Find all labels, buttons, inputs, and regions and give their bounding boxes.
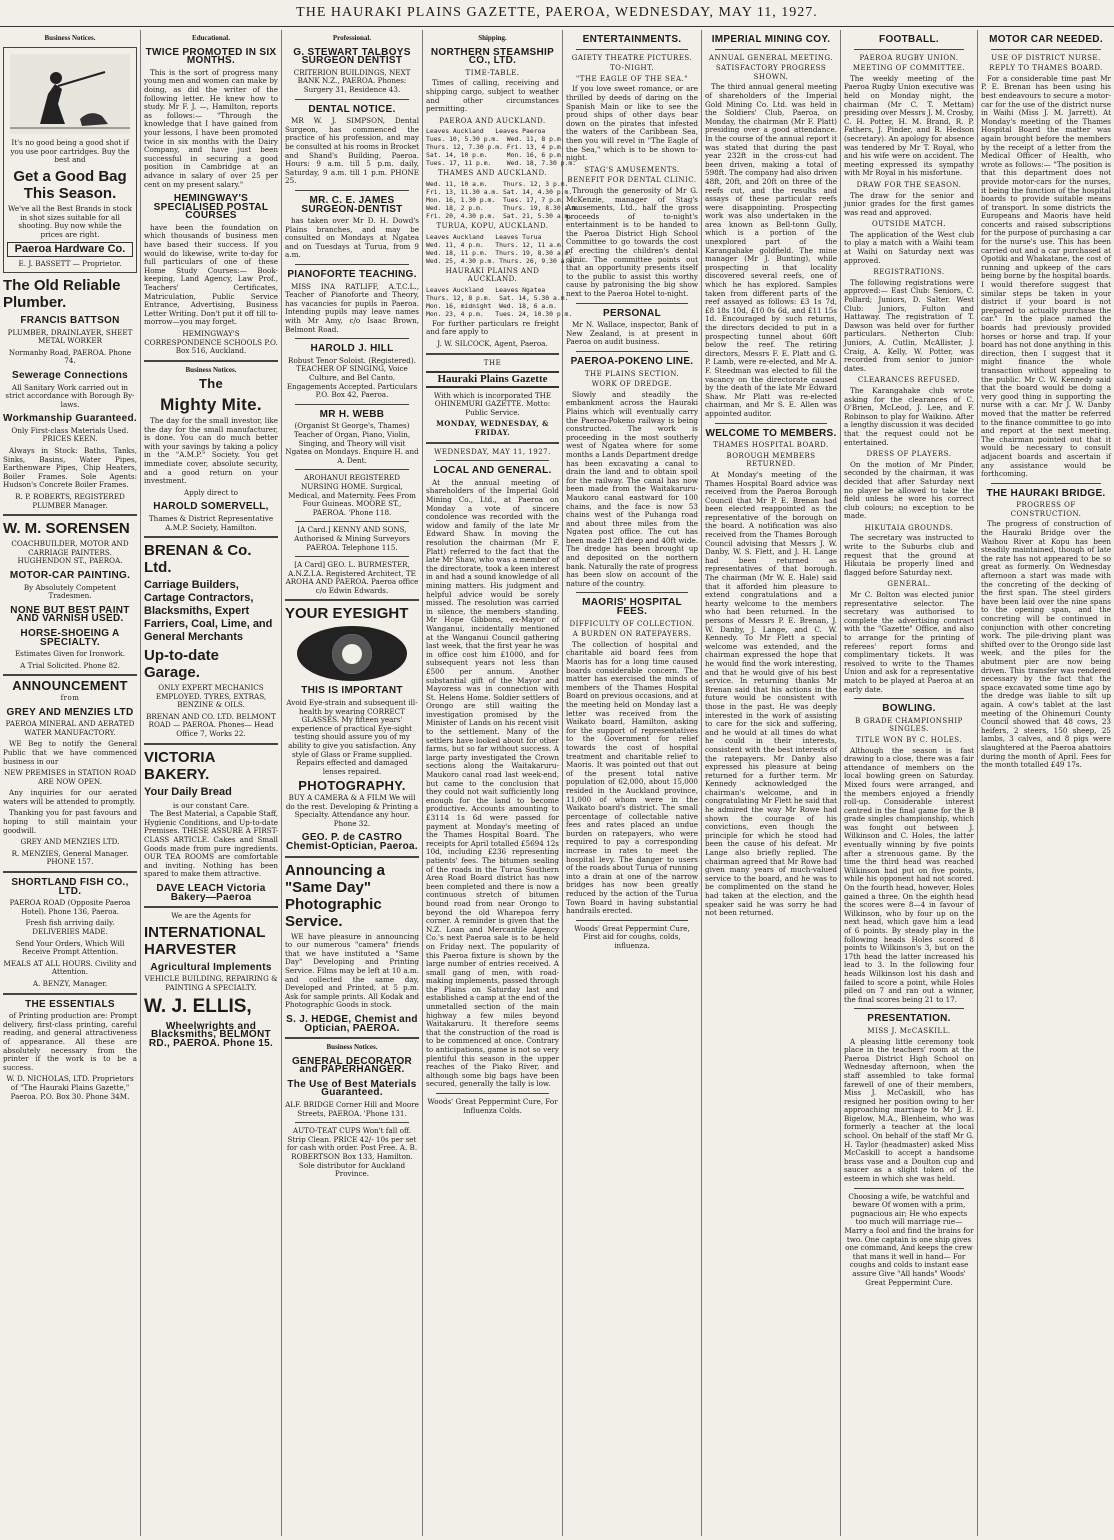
thanks: Thanking you for past favours and hoping to still maintain your goodwill. — [3, 808, 137, 835]
column-7 — [841, 30, 978, 1536]
freight: For further particulars re freight and fare apply to — [426, 318, 559, 337]
brenan-lines: Carriage Builders, Cartage Contractors, Blacksmiths, Expert Farriers, Coal, Lime, and General Merchants — [144, 579, 273, 644]
sorensen-body: COACHBUILDER, MOTOR AND CARRIAGE PAINTERS. HUGHENDON ST., PAEROA. — [11, 539, 129, 566]
hedge: S. J. HEDGE, Chemist and Optician, PAEROA. — [286, 1013, 418, 1034]
dredge-body: Slowly and steadily the embankment across the Hauraki Plains which will eventually carry the Paeroa-Pokeno railway is being constructed. The work is proceeding in the most southerly west of Ngatea where for some months a Lands Department dredge has been excavating a canal to drain the land and to obtain spoil for the railway. The canal has now been made from the Waitakaruru-Maukoro canal eastward for 100 chains, and the face is now 53 chains west of the Puhanga road and about three miles from the Ngatea post office. The cut has been made 12ft deep and 40ft wide. The dredge has been brought up and deposited on the northern bank. Naturally the rate of progress has been slow on account of the nature of the country. — [566, 389, 698, 588]
welcome-title: WELCOME TO MEMBERS. — [705, 427, 837, 439]
essentials-body: of Printing production are: Prompt delivery, first-class printing, careful reading, and general attractiveness of appearance. All these are absolutely necessary from the printer if the work is to be a success. — [3, 1011, 137, 1072]
sameday-title: Announcing a "Same Day" Photographic Service. — [285, 861, 385, 930]
football-body: The weekly meeting of the Paeroa Rugby Union executive was held on Monday night, the chairman (Mr C. T. Mettam) presiding over Messrs J. M. Crosby, C. H. Potter, H. M. Brand, R. P. Fathers, J. Pinder, and R. Hedson (secretary). An apology for absence was tendered by Mr T. Royal, who and his wife were on accident. The meeting expressed its sympathy with Mr Royal in his misfortune. — [844, 73, 974, 178]
local-general-body: At the annual meeting of shareholders of the Imperial Gold Mining Co., Ltd., at Paeroa on Monday a vote of sincere condolence was recorded with the widow and family of the late Mr Edward Shaw. In moving the resolution the chairman (Mr F. Platt) referred to the fact that the late Mr Shaw, who was a member of the directorate, took a keen interest in and had a sound knowledge of all mining matters. His judgment and helpful advice would be sorely missed. The resolution was carried in silence, the members standing. Mr Hope Gibbons, ex-Mayor of Wanganui, incidentally mentioned at the Wanganui Council gathering last week, that the first year he was in office cost him £1000, and for subsequent years not less than £500 per annum. Another substantial gift of the Mayor and Mayoress was in connection with St. Helens Home. Soldier settlers of Orongo are still waiting the investigation promised by the Minister of Lands on his recent visit to the settlement. Many of the settlers have looked about for other farms, but so far without success. A large party investigated the Crown sections along the Waitakaruru-Maukoro canal road last week-end, but came to the conclusion that they could not wait sufficiently long enough for the land to become productive. Accounts amounting to £3114 1s 6d were passed for payment at Monday's meeting of the Thames Hospital Board. The receipts for April totalled £5694 12s 10d, including £236 representing patients' fees. The bitumen sealing of the roads in the Turua Southern Area Road Board district has now been completed and there is now a continuous stretch of bitumen bound road from near Orongo to beyond the old Wharepoa ferry corner. A reminder is given that the N.Z. Loan and Mercantile Agency Co.'s next Paeroa sale is to be held on Friday next. The popularity of this Paeroa fixture is shown by the large number of entries received. A small gang of men, with road-making implements, passed through the Plains on Saturday last and established a camp at the end of the unmetalled section of the main highway a few miles beyond Waitakaruru. It therefore seems that the construction of the road is to be commenced at once. Contrary to anticipations, game is not so very plentiful this season in the upper reaches of the Piako River, and although some big bags have been secured, generally the tally is low. — [426, 477, 559, 1089]
section-label-2: Business Notices. — [326, 1043, 378, 1052]
webb-title: MR H. WEBB — [319, 408, 385, 420]
hemingway-title: HEMINGWAY'S SPECIALISED POSTAL COURSES — [153, 193, 269, 222]
presentation-title: PRESENTATION. — [867, 1013, 951, 1025]
committee: MEETING OF COMMITTEE. — [852, 64, 966, 73]
bakery-sign: DAVE LEACH Victoria Bakery—Paeroa — [156, 883, 266, 903]
difficulty: DIFFICULTY OF COLLECTION. — [569, 619, 695, 628]
plains-section: THE PLAINS SECTION. — [584, 369, 680, 378]
clearances-title: CLEARANCES REFUSED. — [857, 376, 961, 385]
sorensen-title: W. M. SORENSEN — [3, 520, 130, 538]
hunt-title: Get a Good Bag This Season. — [13, 167, 127, 202]
new-premises: NEW PREMISES in STATION ROAD ARE NOW OPEN. — [4, 768, 136, 786]
bridge-title: THE HAURAKI BRIDGE. — [986, 487, 1106, 499]
column-2 — [141, 30, 282, 1536]
mite-apply: Apply direct to — [183, 487, 239, 497]
bakery-care: is our constant Care. — [172, 800, 250, 810]
imperial-title: IMPERIAL MINING COY. — [711, 34, 831, 45]
hauraki-plains-title: HAURAKI PLAINS AND AUCKLAND. — [445, 266, 540, 284]
essentials-title: THE ESSENTIALS — [25, 998, 115, 1010]
maoris-body: The collection of hospital and charitable aid board fees from Maoris has for a long time caused boards considerable concern. The matter has exercised the minds of members of the Thames Hospital Board on previous occasions, and at the meeting held on Monday last a letter was received from the Waikato board, Hamilton, asking for the support of representatives to the Government for relief towards the cost of hospital treatment and charitable relief to Maoris. It was pointed out that out of the present total native population of 62,000, about 15,000 resided in the Auckland province, 11,000 of whom were in the Waikato board's district. The small percentage of collectable native fees and rates placed an undue burden on ratepayers, who were required to pay a corresponding increase in rates to meet the hospital levy. The danger to users of the roads about Turua of running into a drain at one of the narrow bridges has now been greatly reduced by the action of the Turua Town Board in having substantial handrails erected. — [566, 639, 698, 916]
turua-title: TURUA, KOPU, AUCKLAND. — [436, 221, 549, 230]
mite-body: The day for the small investor, like the day for the small manufacturer, is done. You can do much better with your savings by taking a policy in the "A.M.P." Society. You get immediate cover, absolute security, and a good return on your investment. — [144, 415, 278, 486]
plumber-title: The Old Reliable Plumber. — [3, 276, 121, 311]
registrations-body: The following registrations were approved:— East Club: Seniors, C. Pollard; Juniors, D. Salter. West Club: Juniors, Fulton and Hattaway. The registration of T. Dawson was held over for further particulars. Netherton Club: Juniors, A. Cutlin, McAllister, J. Craig, A. Kelly, W. Potter, was recorded from senior to junior-dates. — [844, 277, 974, 373]
paint-line: NONE BUT BEST PAINT AND VARNISH USED. — [10, 604, 130, 625]
section-label: Professional. — [332, 34, 372, 42]
column-6 — [702, 30, 841, 1536]
column-4 — [423, 30, 580, 1536]
bowling-title: BOWLING. — [882, 703, 936, 715]
annual-meeting: ANNUAL GENERAL MEETING. — [708, 53, 834, 62]
mccaskill: MISS J. McCASKILL. — [867, 1026, 951, 1035]
motor-painting-title: MOTOR-CAR PAINTING. — [9, 570, 131, 581]
fish-title: SHORTLAND FISH CO., LTD. — [11, 877, 129, 897]
outside-body: The application of the West club to play a match with a Waihi team at Waihi on Saturday next was approved. — [844, 229, 974, 265]
column-5 — [563, 30, 702, 1536]
decorator: GENERAL DECORATOR and PAPERHANGER. — [291, 1055, 413, 1076]
hunt-body: We've all the Best Brands in stock in shot sizes suitable for all shooting. Buy now while the prices are right. — [8, 203, 132, 239]
masthead: THE HAURAKI PLAINS GAZETTE, PAEROA, WEDNESDAY, MAY 11, 1927. — [0, 0, 1114, 27]
eyesight-body: Avoid Eye-strain and subsequent ill-health by wearing CORRECT GLASSES. My fifteen years' experience of practical Eye-sight testing should assure you of my ability to give you satisfaction. Any style of Glass or Frame supplied. Repairs effected and damaged lenses repaired. — [286, 698, 418, 776]
draw-body: The draw for the senior and junior grades for the first games was read and approved. — [844, 190, 974, 217]
garage-body: ONLY EXPERT MECHANICS EMPLOYED. TYRES, EXTRAS, BENZINE & OILS. — [155, 683, 267, 710]
section-label: Shipping. — [478, 34, 507, 42]
thames-auckland-table: Wed. 11, 10 a.m. Thurs. 12, 3 p.m. Fri. 13, 11.30 a.m. Sat. 14, 4.30 p.m. Mon. 16, 1.30 p.m. Tues. 17, 7 p.m. Wed. 18, 2 p.m. Thurs. 19, 8.30 a.m. Fri. 20, 4.30 p.m. Sat. 21, 5.30 a.m. — [426, 179, 580, 220]
line-title: PAEROA-POKENO LINE. — [570, 356, 694, 367]
peppermint-verse: Choosing a wife, be watchful and beware Of women with a prim, pugnacious air; He who expects too much will marriage rue— Marry a fool and find the brains for two. One captain is one ship gives one command, And keeps the crew that mans it well in hand— For coughs and colds to instant ease assure Give "All hands" Woods' Great Peppermint Cure. — [844, 1191, 974, 1287]
harvester-sub: Agricultural Implements — [150, 961, 272, 973]
roberts-sign: R. P. ROBERTS, REGISTERED PLUMBER Manager. — [15, 492, 125, 510]
dredge-title: WORK OF DREDGE. — [591, 380, 673, 389]
grey-menzies-2: GREY AND MENZIES LTD. — [20, 837, 120, 847]
turua-table: Leaves Auckland Leaves Turua Wed. 11, 4 p.m. Thurs. 12, 11 a.m. Wed. 18, 11 p.m. Thurs. 19, 8.30 a.m. Wed. 25, 4.30 p.m. Thurs. 26, 9.30 a.m. — [426, 232, 577, 265]
maoris-title: MAORIS' HOSPITAL FEES. — [582, 597, 682, 618]
gazette-title: Hauraki Plains Gazette — [426, 371, 559, 388]
gazette-sub: With which is incorporated THE OHINEMURI GAZETTE. Motto: Public Service. — [433, 390, 552, 417]
paeroa-auckland-table: Leaves Auckland Leaves Paeroa Tues. 10, 5.30 p.m. Wed. 11, 8 p.m. Thurs. 12, 7.30 p.m. Fri. 13, 4 p.m. Sat. 14, 10 p.m. Mon. 16, 6 p.m. Tues. 17, 11 p.m. Wed. 18, 7.30 p.m. — [426, 127, 577, 168]
motor-car-body: For a considerable time past Mr P. E. Brenan has been using his best endeavours to secure a motor-car for the use of the district nurse in Waihi (Miss J. M. Jarrett). At Monday's meeting of the Thames Hospital Board the matter was again brought before the members by the receipt of a letter from the Medical Officer of Health, who wrote as follows:— "The position is that this department does not provide motor-cars for the nurses, it being the function of the hospital boards to provide suitable means of transport. In some districts the Europeans and Maoris have held concerts and raised subscriptions for the purpose of purchasing a car for the nurse's use. This has been carried out and a car purchased at Opotiki and Whakatane, the cost of running and upkeep of the cars being borne by the hospital boards. I would therefore suggest that similar steps be taken in your district if your board is not prepared to actually purchase the car." In the place named the boards had previously provided horses or horse and trap. If your board has not done anything in this direction, then I suggest that it might finance the whole transaction without appealing to the public. Mr C. W. Kennedy said that the board would be doing a very good thing in supporting the nurse with a car. Mr J. W. Danby moved that the matter be referred to the finance committee to go into and report at the next meeting. The chairman pointed out that it would be necessary to consult adjacent boards and ascertain if any assistance would be forthcoming. — [981, 73, 1111, 479]
gazette-date: WEDNESDAY, MAY 11, 1927. — [434, 447, 551, 456]
announcement-from: from — [60, 693, 80, 702]
sewerage-title: Sewerage Connections — [11, 369, 129, 381]
ellis-body: Wheelwrights and Blacksmiths, BELMONT RD., PAEROA. Phone 15. — [148, 1020, 274, 1049]
bowling-body: Although the season is fast drawing to a close, there was a fair attendance of members on the local bowling green on Saturday. Mixed fours were arranged, and the members enjoyed a friendly roll-up. Considerable interest centred in the final game for the B grade singles championship, which was fought out between J. Wilkinson and C. Holes, the latter eventually winning by five points after a strenuous game. By the time the third head was reached Wilkinson had put on five points, while his opponent had not scored. On the fourth head, however, Holes gained a three. On the eighth head the scores were 8—4 in favour of Wilkinson, who by four up on the next head, which gave him a lead of 6 points. By steady play in the following heads Holes scored 8 points to Wilkinson's 3, but on the 17th head the latter increased his lead to 3. In the following four heads Wilkinson lost his dash and failed to score a point, while Holes piled on 7 and ran out a winner, the final scores being 21 to 17. — [844, 745, 974, 1004]
eagle-title: "THE EAGLE OF THE SEA." — [576, 74, 688, 83]
general-title: GENERAL. — [887, 580, 931, 589]
workmanship-title: Workmanship Guaranteed. — [3, 413, 137, 425]
outside-title: OUTSIDE MATCH. — [871, 220, 946, 229]
hauraki-plains-table: Leaves Auckland Leaves Ngatea Thurs. 12, 8 p.m. Sat. 14, 5.30 a.m. Mon. 16, midnight Wed. 18, 6 a.m. Mon. 23, 4 p.m. Tues. 24, 10.30 p.m. — [426, 285, 573, 318]
personal-body: Mr N. Wallace, inspector, Bank of New Zealand, is at present in Paeroa on audit business. — [566, 320, 698, 347]
paeroa-auckland-title: PAEROA AND AUCKLAND. — [439, 116, 546, 125]
timetable-note: Times of calling, receiving and shipping cargo, subject to weather and other circumstances permitting. — [426, 78, 559, 114]
welcome-body: At Monday's meeting of the Thames Hospital Board advice was received from the Paeroa Borough Council that Mr P. E. Brenan had been elected reappointed as the representative of the borough on the board. A notification was also received from the Thames Borough Council advising that Messrs J. W. Danby, W. S. Flett, and J. H. Lange had been returned as representatives of that borough. The chairman (Mr W. E. Hale) said that it afforded him pleasure to extend congratulations and a hearty welcome to the members who had been returned. In the persons of Messrs P. E. Brenan, J. W. Danby, J. Lange, and C. W. Kennedy. To Mr Flett a special welcome was extended, and the chairman expressed the hope that he would find the work interesting, and that he would give of his best service. In returning thanks Mr Brenan said that his actions in the future would be consistent with those in the past. He was deeply interested in the work of assisting to care for the sick and suffering, and he would at all times do what he could in their interests, consistent with the best interests of the ratepayers. Mr Danby also expressed his pleasure at being returned for a further term. Mr Kennedy acknowledged the chairman's welcome, and in congratulating Mr Flett he said that he admired the way Mr Rowe had shown the courage of his convictions, even though the principle for which he stood had been the cause of his defeat. Mr Lange also briefly replied. The chairman agreed that Mr Rowe had given many years of much-valued service to the board, and he was to be complimented on the stand he had taken at the election, and the speaker said he was sorry he had not been returned. — [705, 469, 837, 918]
mineral-water: PAEROA MINERAL AND AERATED WATER MANUFACTORY. — [5, 719, 135, 737]
draw-title: DRAW FOR THE SEASON. — [856, 180, 962, 189]
estimates: Estimates Given for Ironwork. — [14, 649, 126, 659]
brenan-title: BRENAN & Co. Ltd. — [144, 542, 252, 577]
general-body: Mr C. Bolton was elected junior representative selector. The secretary was authorised to complete the advertising contract with the "Gazette" Office, and also to arrange for the printing of referees' report forms and complimentary tickets. It was resolved to write to the Thames Union and ask for a representative match to be played at Paeroa at an early date. — [844, 590, 974, 694]
bridge-body: The progress of construction of the Hauraki Bridge over the Waihou River at Kopu has been steadily maintained, though of late the rate has not appeared to be so great as formerly. On Wednesday afternoon a start was made with the concreting of the decking of the first span. The steel girders have been laid over the nine spans to the opening span, and the concreting will be continued in conjunction with other concreting work. The pile-driving plant was shifted over to the Orongo side last week, and the piles for the abutment pier are now being driven. This transfer was rendered necessary by the fact that the space excavated some time ago by the dredge was liable to silt up again. A cow's tablet at the last meeting of the Ohinemuri County Council showed that 48 cows, 23 heifers, 2 steers, 150 sheep, 25 lambs, 3 calves, and 8 pigs were slaughtered at the Paeroa abattoirs during the month of April. Fees for the month totalled £49 17s. — [981, 519, 1111, 770]
hardware-ad — [3, 47, 137, 273]
eagle-body: If you love sweet romance, or are thrilled by deeds of daring on the Spanish Main or like to see the proud ships of other days bear down on the pirates that infested the waters of the Caribbean Sea, then you will revel in "The Eagle of the Sea," which is to be shown to-night. — [566, 84, 698, 163]
james-title: MR. C. E. JAMES SURGEON-DENTIST — [301, 194, 403, 215]
bridge-sign: ALF. BRIDGE Corner Hill and Moore Streets, PAEROA. 'Phone 131. — [285, 1100, 419, 1118]
fish-address: PAEROA ROAD (Opposite Paeroa Hotel). Phone 136, Paeroa. — [9, 898, 131, 916]
hunter-illustration-icon — [10, 54, 130, 134]
district-nurse: USE OF DISTRICT NURSE. — [991, 53, 1101, 62]
local-general-title: LOCAL AND GENERAL. — [433, 465, 552, 477]
benzy: A. BENZY, Manager. — [32, 978, 108, 988]
peppermint-ad: Woods' Great Peppermint Cure, First aid for coughs, colds, influenza. — [574, 923, 690, 950]
hikutaia-title: HIKUTAIA GROUNDS. — [864, 523, 954, 532]
castro: GEO. P. de CASTRO Chemist-Optician, Paeroa. — [286, 832, 418, 852]
photo-body: BUY A CAMERA & A FILM We will do the rest. Developing & Printing a Specialty. Attendance any hour. Phone 32. — [285, 793, 419, 828]
dental-title: DENTAL NOTICE. — [308, 103, 396, 115]
hemingway-body: have been the foundation on which thousands of business men have based their success. If you would do likewise, write to-day for full particulars of one of these Home Study Courses:— Book-keeping, Land Agency, Law Prof., Teachers' Certificates, Matriculation, Public Service Entrance, Advertising, Business Letter Writing. Don't put it off till to-morrow—you may forget. — [144, 222, 278, 327]
peppermint-ad: Woods' Great Peppermint Cure, For Influenza Colds. — [427, 1097, 558, 1115]
nicholas-sign: W. D. NICHOLAS, LTD. Proprietors of "The Hauraki Plains Gazette," Paeroa. P.O. Box 30. Phone 34M. — [6, 1074, 134, 1101]
piano-title: PIANOFORTE TEACHING. — [287, 269, 417, 281]
brenan-address: BRENAN AND CO. LTD. BELMONT ROAD — PAEROA. Phones— Head Office 7, Works 22. — [146, 711, 276, 739]
hunt-text: It's no good being a good shot if you use poor cartridges. Buy the best and — [10, 138, 130, 165]
plumber-trade: PLUMBER, DRAINLAYER, SHEET METAL WORKER — [7, 327, 133, 346]
column-8 — [978, 30, 1114, 1536]
section-label: Business Notices. — [44, 34, 96, 42]
james-body: has taken over Mr D. H. Dowd's Plains branches, and may be consulted on Mondays at Ngatea and on Tuesdays at Turua, from 9 a.m. — [285, 216, 419, 260]
tonight: TO-NIGHT. — [610, 64, 654, 73]
silcock: J. W. SILCOCK, Agent, Paeroa. — [437, 338, 548, 348]
progress: SATISFACTORY PROGRESS SHOWN. — [715, 64, 827, 81]
inquiries: Any inquiries for our aerated waters will be attended to promptly. — [3, 788, 137, 806]
eyesight-title: YOUR EYESIGHT — [285, 605, 409, 623]
benefit-body: Through the generosity of Mr G. McKenzie, manager of Stag's Amusements, Ltd., half the gross proceeds of to-night's entertainment is to be handed to the Paeroa District High School Committee to go towards the cost of erecting the children's dental clinic. The committee points out that an opportunity presents itself to the public to assist this worthy cause by patronising the big show next to the Paeroa Hotel to-night. — [566, 185, 698, 299]
imperial-body: The third annual general meeting of shareholders of the Imperial Gold Mining Co. Ltd. was held in the Soldiers' Club, Paeroa, on Monday, the chairman (Mr F. Platt) presiding over a good attendance. In the course of the annual report it was stated that during the past year 232ft in the cross-cut had been driven, making a total of 598ft. The company had also driven 48ft, 20ft, and 20ft on three of the reefs cut, and the results and assays of these particular reefs were disappointing. Prospecting work was also undertaken in the area known as Bell-tonn Gully, which is a portion of the unexplored part of the Karangahake goldfield. The mine manager (Mr J. Bunting), while prospecting in that locality discovered several reefs, one of which he has explored. Samples taken from different parts of the reef assayed as follows: £3 1s 7d, £8 18s 10d, £10 0s 6d, and £11 15s 1d. Encouraged by such returns, the directors decided to put in a prospecting tunnel about 60ft below the reef. The retiring directors, Messrs F. E. Platt and G. P. Lamb, were re-elected, and Mr A. F. Steedman was elected to fill the vacancy on the directorate caused by the death of the late Mr Edward Shaw. Mr Platt was re-elected chairman, and Mr S. E. Allen was appointed auditor. — [705, 82, 837, 418]
trial: A Trial Solicited. Phone 82. — [20, 660, 120, 670]
hemingway-sign: HEMINGWAY'S CORRESPONDENCE SCHOOLS P.O. Box 516, Auckland. — [144, 329, 278, 356]
column-3 — [282, 30, 423, 1536]
bridge-sub: PROGRESS OF CONSTRUCTION. — [1010, 501, 1082, 518]
plumber-address: Normanby Road, PAEROA. Phone 74. — [8, 347, 132, 366]
grey-menzies: GREY AND MENZIES LTD — [6, 706, 134, 718]
plumber-name: FRANCIS BATTSON — [20, 314, 120, 326]
fish-daily: Fresh fish arriving daily. DELIVERIES MADE. — [25, 918, 115, 936]
bakery-body: The Best Material, a Capable Staff, Hygienic Conditions, and Up-to-date Premises. THESE ASSURE A FIRST-CLASS ARTICLE. Cakes and Small Goods made from pure ingredients. OUR TEA ROOMS are comfortable and inviting. Nothing has been spared to make them attractive. — [144, 809, 278, 879]
rugby-union: PAEROA RUGBY UNION. — [859, 53, 959, 62]
sameday-body: WE have pleasure in announcing to our numerous "camera" friends that we have instituted a "Same Day" Developing and Printing Service. Films may be left at 10 a.m. and collected the same day, Developed and Printed, at 5 p.m. Ask for sample prints. All Kodak and Photographic Goods in stock. — [285, 931, 419, 1010]
personal-title: PERSONAL — [603, 307, 661, 319]
arohanui: AROHANUI REGISTERED NURSING HOME. Surgical, Medical, and Maternity. Fees From Four Guineas. MOORE ST., PAEROA. 'Phone 118. — [288, 473, 416, 517]
mite-the: The — [198, 376, 223, 392]
football-title: FOOTBALL. — [879, 34, 939, 45]
sewerage-body: All Sanitary Work carried out in strict accordance with Borough By-laws. — [5, 382, 135, 409]
important: THIS IS IMPORTANT — [301, 685, 403, 697]
notify: WE Beg to notify the General Public that we have commenced business in our — [3, 739, 137, 766]
somervell: HAROLD SOMERVELL, — [153, 501, 269, 513]
horse-shoeing: HORSE-SHOEING A SPECIALTY. — [20, 627, 120, 648]
gaiety: GAIETY THEATRE PICTURES. — [571, 53, 693, 62]
thames-board: THAMES HOSPITAL BOARD. — [713, 441, 829, 450]
entertainments-title: ENTERTAINMENTS. — [582, 34, 682, 45]
burmester: [A Card] GEO. L. BURMESTER, A.N.Z.I.A. Registered Architect, TE AROHA AND PAEROA. Paeroa office c/o Edwin Edwards. — [285, 560, 419, 595]
bakery-title: VICTORIA BAKERY. — [144, 748, 215, 783]
hikutaia-body: The secretary was instructed to write to the Suburbs club and request that the ground at Hikutaia be properly lined and flagged before Saturday next. — [844, 533, 974, 577]
dental-body: MR W. J. SIMPSON, Dental Surgeon, has commenced the practice of his profession, and may be consulted at his rooms in Brocket and Shand's Building, Paeroa. Hours: 9 a.m. till 5 p.m. daily, Saturday, 9 a.m. till 1 p.m. PHONE 25. — [285, 116, 419, 186]
harvester-title: INTERNATIONAL HARVESTER — [144, 923, 266, 958]
section-label-2: Business Notices. — [185, 365, 237, 374]
dress-title: DRESS OF PLAYERS. — [866, 450, 952, 459]
motor-painting-body: By Absolutely Competent Tradesmen. — [23, 582, 117, 601]
registrations-title: REGISTRATIONS. — [873, 268, 945, 277]
ellis-title: W. J. ELLIS, — [144, 995, 252, 1017]
vehicle-building: VEHICLE BUILDING, REPAIRING & PAINTING A SPECIALTY. — [144, 974, 278, 992]
garage-title: Up-to-date Garage. — [144, 647, 219, 682]
dress-body: On the motion of Mr Pinder, seconded by the chairman, it was decided that after Saturday next no player be allowed to take the field unless he wore his correct club colours; no exception to be made. — [844, 459, 974, 521]
stock-list: Always in Stock: Baths, Tanks, Sinks, Basins, Water Pipes, Earthenware Pipes, Chip Heaters, Boiler Frames. Sole Agents: Hudson's Concrete Boiler Frames. — [3, 446, 137, 490]
borough-members: BOROUGH MEMBERS RETURNED. — [726, 451, 816, 469]
kenny: [A Card.] KENNY AND SONS, Authorised & Mining Surveyors PAEROA. Telephone 115. — [294, 525, 410, 552]
meals: MEALS AT ALL HOURS. Civility and Attention. — [3, 958, 137, 977]
steamship-title: NORTHERN STEAMSHIP CO., LTD. — [430, 46, 555, 67]
photo-title: PHOTOGRAPHY. — [298, 778, 406, 794]
hardware-name: Paeroa Hardware Co. — [7, 242, 133, 257]
amp-rep: Thames & District Representative A.M.P. Society, Hamilton. — [148, 513, 274, 532]
criterion: CRITERION BUILDINGS, NEXT BANK N.Z., PAEROA. Phones: Surgery 31, Residence 43. — [293, 67, 411, 94]
hill-body: Robust Tenor Soloist. (Registered). TEACHER OF SINGING, Voice Culture, and Bel Canto. Engagements Accepted. Particulars P.O. Box 42, Paeroa. — [286, 355, 418, 400]
auto-teat: AUTO-TEAT CUPS Won't fall off. Strip Clean. PRICE 42/- 10s per set for cash with order. Post Free. A. B. ROBERTSON Box 133, Hamilton. Sole distributor for Auckland Province. — [286, 1126, 418, 1179]
reply-thames: REPLY TO THAMES BOARD. — [989, 64, 1103, 73]
announcement-title: ANNOUNCEMENT — [12, 678, 128, 694]
twice-title: TWICE PROMOTED IN SIX MONTHS. — [145, 46, 277, 67]
clearances-body: The Karangahake club wrote asking for the clearances of C. O'Brien, McLeod, J. Lee, and F. Robinson to play for Waikino. After a lengthy discussion it was decided that the request could not be entertained. — [844, 385, 974, 447]
timetable-label: TIME-TABLE. — [465, 68, 520, 77]
column-1 — [0, 30, 141, 1536]
menzies-sign: R. MENZIES, General Manager. PHONE 157. — [11, 848, 129, 867]
benefit-title: BENEFIT FOR DENTAL CLINIC. — [567, 176, 697, 185]
gazette-days: MONDAY, WEDNESDAY, & FRIDAY. — [436, 419, 549, 438]
motor-car-title: MOTOR CAR NEEDED. — [989, 34, 1103, 45]
harvester-intro: We are the Agents for — [171, 911, 251, 921]
workmanship-body: Only First-class Materials Used. PRICES KEEN. — [11, 425, 129, 444]
gazette-the: THE — [483, 358, 502, 367]
burden: A BURDEN ON RATEPAYERS. — [572, 630, 692, 639]
mite-title: Mighty Mite. — [160, 394, 262, 414]
twice-body: This is the sort of progress many young men and women can make by doing, as did the writer of the following letter. He knew how to study. Mr F. J. —, Hamilton, reports as follows:— "Through the knowledge that I have gained from your lessons, I have been promoted twice in six months with the Dairy Company, and have just been successful in securing a good position in Cambridge at an advance in salary of over 25 per cent on my present salary." — [144, 67, 278, 189]
presentation-body: A pleasing little ceremony took place in the teachers' room at the Paeroa District High School on Wednesday afternoon, when the staff assembled to take formal farewell of one of their members, Miss J. McCaskill, who has resigned her position owing to her approaching marriage to Mr J. E. Bigelow, M.A., Blenheim, who was formerly a teacher at the local school. On behalf of the staff Mr G. H. Taylor (headmaster) asked Miss McCaskill to accept a handsome brass vase and a Doulton cup and saucer as a slight token of the esteem in which she was held. — [844, 1036, 974, 1184]
eye-illustration-icon — [297, 626, 407, 681]
thames-auckland-title: THAMES AND AUCKLAND. — [437, 169, 548, 178]
materials: The Use of Best Materials Guaranteed. — [287, 1078, 417, 1099]
webb-body: (Organist St George's, Thames) Teacher of Organ, Piano, Violin, Singing, and Theory will visit Ngatea on Mondays. Enquire H. and A. Dent. — [285, 421, 419, 465]
hardware-proprietor: E. J. BASSETT — Proprietor. — [18, 259, 122, 269]
section-label: Educational. — [192, 34, 230, 42]
bgrade: B GRADE CHAMPIONSHIP SINGLES. — [855, 716, 963, 734]
bakery-bread: Your Daily Bread — [144, 785, 232, 798]
fish-orders: Send Your Orders, Which Will Receive Prompt Attention. — [15, 938, 125, 957]
stag-title: STAG'S AMUSEMENTS. — [584, 165, 680, 174]
title-won: TITLE WON BY C. HOLES. — [855, 735, 963, 744]
piano-body: MISS INA RATLIFF, A.T.C.L., Teacher of Pianoforte and Theory, has vacancies for pupils in Paeroa. Intending pupils may leave names with Mr Amy, c/o Isaac Brown, Belmont Road. — [285, 281, 419, 334]
talboys-title: G. STEWART TALBOYS SURGEON DENTIST — [293, 46, 411, 67]
hill-title: HAROLD J. HILL — [310, 343, 394, 355]
